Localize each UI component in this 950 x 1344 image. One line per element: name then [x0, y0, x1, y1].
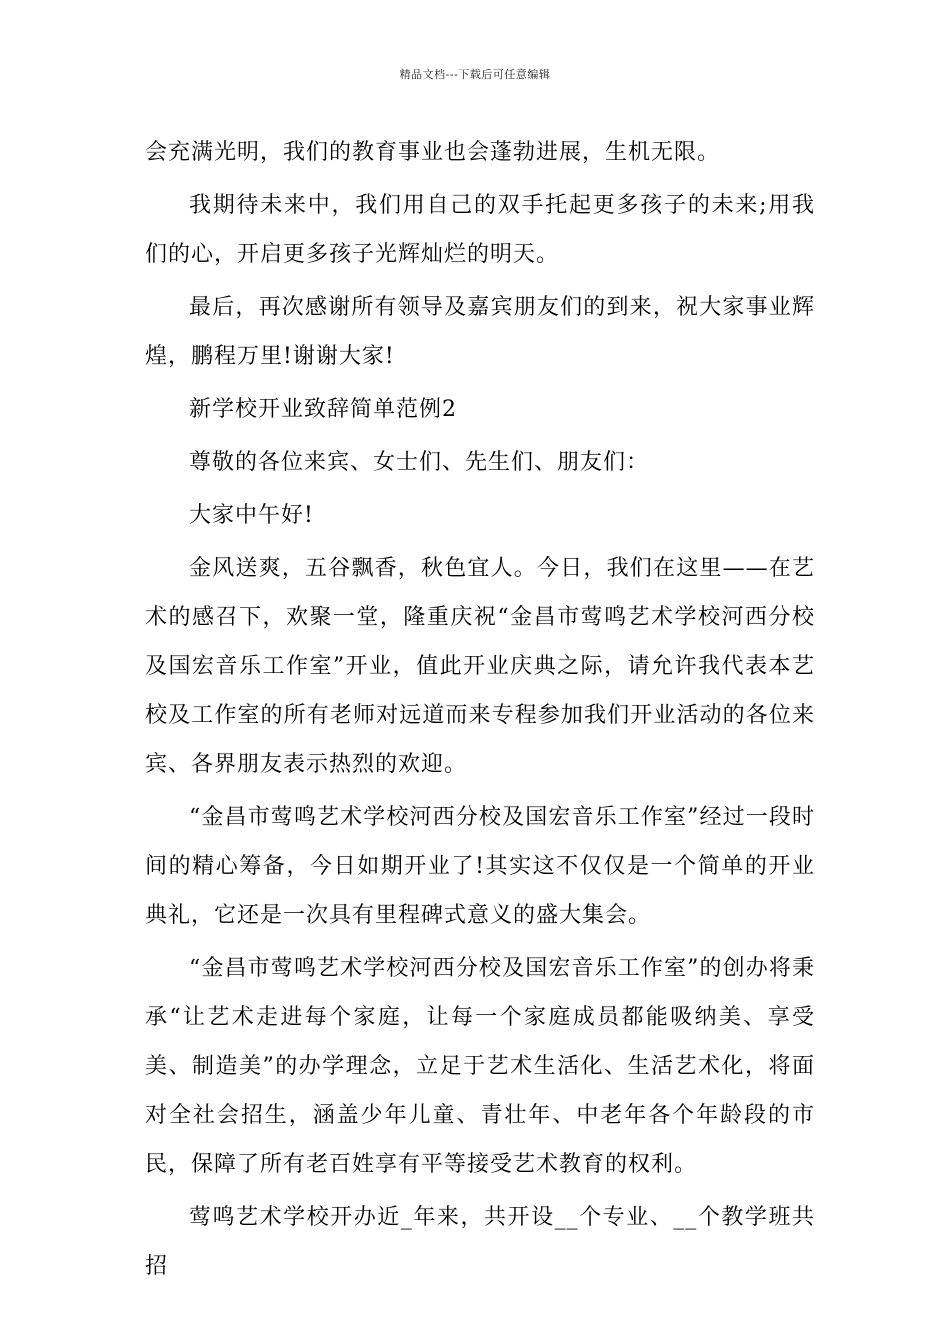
- paragraph: 最后，再次感谢所有领导及嘉宾朋友们的到来，祝大家事业辉煌，鹏程万里!谢谢大家!: [145, 295, 815, 369]
- document-body: [145, 128, 815, 1295]
- paragraph: “金昌市莺鸣艺术学校河西分校及国宏音乐工作室”的创办将秉承“让艺术走进每个家庭，让每一个家庭成员都能吸纳美、享受美、制造美”的办学理念，立足于艺术生活化、生活艺术化，将面对全社会招生，涵盖少年儿童、青壮年、中老年各个年龄段的市民，保障了所有老百姓享有平等接受艺术教育的权利。: [145, 956, 815, 1177]
- section-title: 新学校开业致辞简单范例2: [189, 397, 457, 422]
- paragraph-continuation: 会充满光明，我们的教育事业也会蓬勃进展，生机无限。: [145, 140, 721, 165]
- page-header: 精品文档---下载后可任意编辑: [399, 68, 551, 81]
- paragraph: “金昌市莺鸣艺术学校河西分校及国宏音乐工作室”经过一段时间的精心筹备，今日如期开业了!其实这不仅仅是一个简单的开业典礼，它还是一次具有里程碑式意义的盛大集会。: [145, 805, 815, 928]
- paragraph: 莺鸣艺术学校开办近_年来，共开设__个专业、__个教学班共招: [145, 1205, 815, 1279]
- paragraph: 金风送爽，五谷飘香，秋色宜人。今日，我们在这里——在艺术的感召下，欢聚一堂，隆重庆祝“金昌市莺鸣艺术学校河西分校及国宏音乐工作室”开业，值此开业庆典之际，请允许我代表本艺校及工作室的所有老师对远道而来专程参加我们开业活动的各位来宾、各界朋友表示热烈的欢迎。: [145, 556, 815, 777]
- greeting: 大家中午好!: [189, 503, 314, 528]
- salutation: 尊敬的各位来宾、女士们、先生们、朋友们：: [189, 450, 650, 475]
- paragraph: 我期待未来中，我们用自己的双手托起更多孩子的未来;用我们的心，开启更多孩子光辉灿烂的明天。: [145, 193, 815, 267]
